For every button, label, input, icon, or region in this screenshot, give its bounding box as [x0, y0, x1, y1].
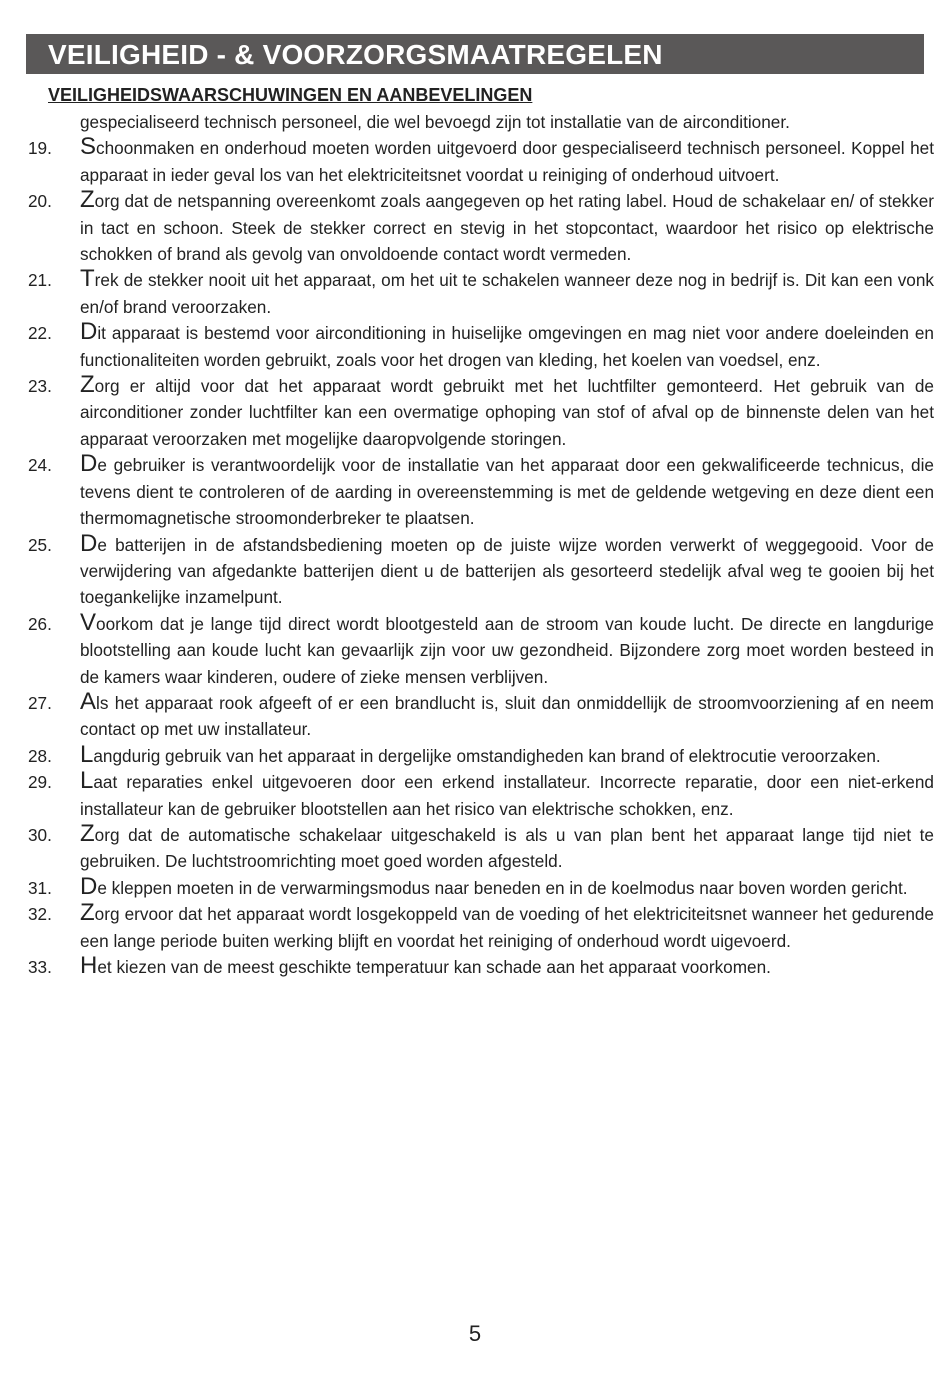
item-text: ls het apparaat rook afgeeft of er een brandlucht is, sluit dan onmiddellijk de stroomvoorziening af en neem contact op met uw installateur.: [80, 692, 934, 740]
item-initial: D: [80, 318, 98, 346]
section-subtitle: VEILIGHEIDSWAARSCHUWINGEN EN AANBEVELINGEN: [48, 85, 533, 105]
item-initial: A: [80, 687, 97, 715]
item-initial: L: [80, 740, 94, 768]
item-text: oorkom dat je lange tijd direct wordt blootgesteld aan de stroom van koude lucht. De directe en langdurige blootstelling aan koude lucht kan gevaarlijk zijn voor uw gezondheid. Bijzondere zorg moet worden besteed in de kamers waar kinderen, oudere of zieke mensen verblijven.: [80, 613, 934, 687]
item-number: 20.: [28, 191, 52, 212]
item-text: org er altijd voor dat het apparaat wordt gebruikt met het luchtfilter gemonteerd. Het gebruik van de airconditioner zonder luchtfilter kan een overmatige ophoping van stof of afval op de binnenste delen van het apparaat veroorzaken met mogelijke daaropvolgende storingen.: [80, 376, 934, 449]
item-text: rek de stekker nooit uit het apparaat, om het uit te schakelen wanneer deze nog in bedrijf is. Dit kan een vonk en/of brand veroorzaken.: [80, 270, 934, 317]
item-number: 28.: [28, 745, 52, 766]
list-item: [28, 687, 934, 743]
list-item: [28, 267, 934, 320]
list-item: [28, 954, 934, 980]
item-initial: D: [80, 450, 98, 478]
item-text: et kiezen van de meest geschikte temperatuur kan schade aan het apparaat voorkomen.: [97, 957, 771, 977]
item-initial: D: [80, 529, 98, 557]
item-number: 33.: [28, 957, 52, 977]
safety-list: [28, 109, 934, 980]
list-item: [28, 188, 934, 267]
item-text: e kleppen moeten in de verwarmingsmodus naar beneden en in de koelmodus naar boven worden gericht.: [97, 877, 908, 898]
item-initial: D: [80, 872, 98, 900]
item-text: e batterijen in de afstandsbediening moeten op de juiste wijze worden verwerkt of weggegooid. Voor de verwijdering van afgedankte batterijen dient u de batterijen als gesorteerd stedelijk afval weg te gooien bij het toegankelijke inzamelpunt.: [80, 534, 934, 608]
item-number: 29.: [28, 772, 52, 793]
item-text: org dat de netspanning overeenkomt zoals aangegeven op het rating label. Houd de schakelaar en/ of stekker in tact en schoon. Steek de stekker correct en stevig in het stopcontact, waardoor het risico op elektrische schokken of brand als gevolg van onvoldoende contact wordt vermeden.: [80, 191, 934, 265]
item-number: 30.: [28, 824, 52, 845]
item-number: 24.: [28, 455, 52, 476]
item-text-block: [80, 529, 934, 611]
item-initial: H: [80, 952, 98, 979]
list-item: [28, 872, 934, 901]
item-text-block: [80, 901, 934, 954]
item-text-block: [80, 267, 934, 320]
item-text: org dat de automatische schakelaar uitgeschakeld is als u van plan bent het apparaat lange tijd niet te gebruiken. De luchtstroomrichting moet goed worden afgesteld.: [80, 824, 934, 872]
list-item: [28, 452, 934, 531]
item-text-block: [80, 320, 934, 373]
item-text-block: [80, 373, 934, 452]
list-item: [28, 320, 934, 373]
list-item: [28, 740, 934, 769]
item-text-block: [80, 872, 934, 901]
item-number: 19.: [28, 138, 52, 159]
item-text-block: [80, 954, 934, 980]
list-item: [28, 373, 934, 452]
item-text: angdurig gebruik van het apparaat in dergelijke omstandigheden kan brand of elektrocutie veroorzaken.: [93, 745, 881, 766]
item-text-block: [80, 769, 934, 822]
item-text-block: [80, 687, 934, 743]
item-number: 31.: [28, 877, 52, 898]
item-initial: T: [80, 265, 95, 293]
item-initial: V: [80, 608, 97, 636]
item-number: 23.: [28, 376, 52, 397]
item-number: 22.: [28, 323, 52, 344]
item-number: 32.: [28, 904, 52, 925]
item-text-block: [80, 608, 934, 690]
item-number: 26.: [28, 613, 52, 634]
list-item: [28, 529, 934, 611]
page-number: 5: [468, 1321, 482, 1346]
item-initial: Z: [80, 371, 95, 399]
list-item: [28, 819, 934, 875]
item-number: 27.: [28, 692, 52, 713]
item-text-block: [80, 740, 934, 769]
item-text: e gebruiker is verantwoordelijk voor de installatie van het apparaat door een gekwalificeerde technicus, die tevens dient te controleren of de aarding in overeenstemming is met de geldende wetgeving en deze dient een thermomagnetische stroomonderbreker te plaatsen.: [80, 455, 934, 529]
item-text: org ervoor dat het apparaat wordt losgekoppeld van de voeding of het elektriciteitsnet wanneer het gedurende een lange periode buiten werking blijft en voordat het reiniging of onderhoud wordt uigevoerd.: [80, 904, 934, 951]
item-text-block: [80, 819, 934, 875]
list-item: [28, 135, 934, 188]
list-item: [28, 901, 934, 954]
item-initial: Z: [80, 819, 95, 847]
section-title: VEILIGHEID - & VOORZORGSMAATREGELEN: [48, 39, 663, 70]
item-number: 25.: [28, 534, 52, 555]
items-container: [28, 135, 934, 980]
list-item: [28, 608, 934, 690]
item-text: choonmaken en onderhoud moeten worden uitgevoerd door gespecialiseerd technisch personeel. Koppel het apparaat in ieder geval los van het elektriciteitsnet voordat u reiniging of onderhoud uitvoert.: [80, 138, 934, 185]
item-initial: Z: [80, 186, 95, 214]
continuation-text: gespecialiseerd technisch personeel, die wel bevoegd zijn tot installatie van de airconditioner.: [80, 112, 790, 132]
item-text-block: [80, 452, 934, 531]
section-header: [26, 34, 924, 74]
item-initial: Z: [80, 899, 95, 927]
item-text-block: [80, 135, 934, 188]
list-item: [28, 769, 934, 822]
item-initial: L: [80, 767, 94, 795]
item-text-block: [80, 188, 934, 267]
item-initial: S: [80, 133, 97, 161]
item-text: it apparaat is bestemd voor airconditioning in huiselijke omgevingen en mag niet voor andere doeleinden en functionaliteiten worden gebruikt, zoals voor het drogen van kleding, het koelen van voedsel, enz.: [80, 323, 934, 370]
item-text: aat reparaties enkel uitgevoeren door een erkend installateur. Incorrecte reparatie, door een niet-erkend installateur kan de gebruiker blootstellen aan het risico van elektrische schokken, enz.: [80, 772, 934, 819]
item-number: 21.: [28, 270, 52, 291]
